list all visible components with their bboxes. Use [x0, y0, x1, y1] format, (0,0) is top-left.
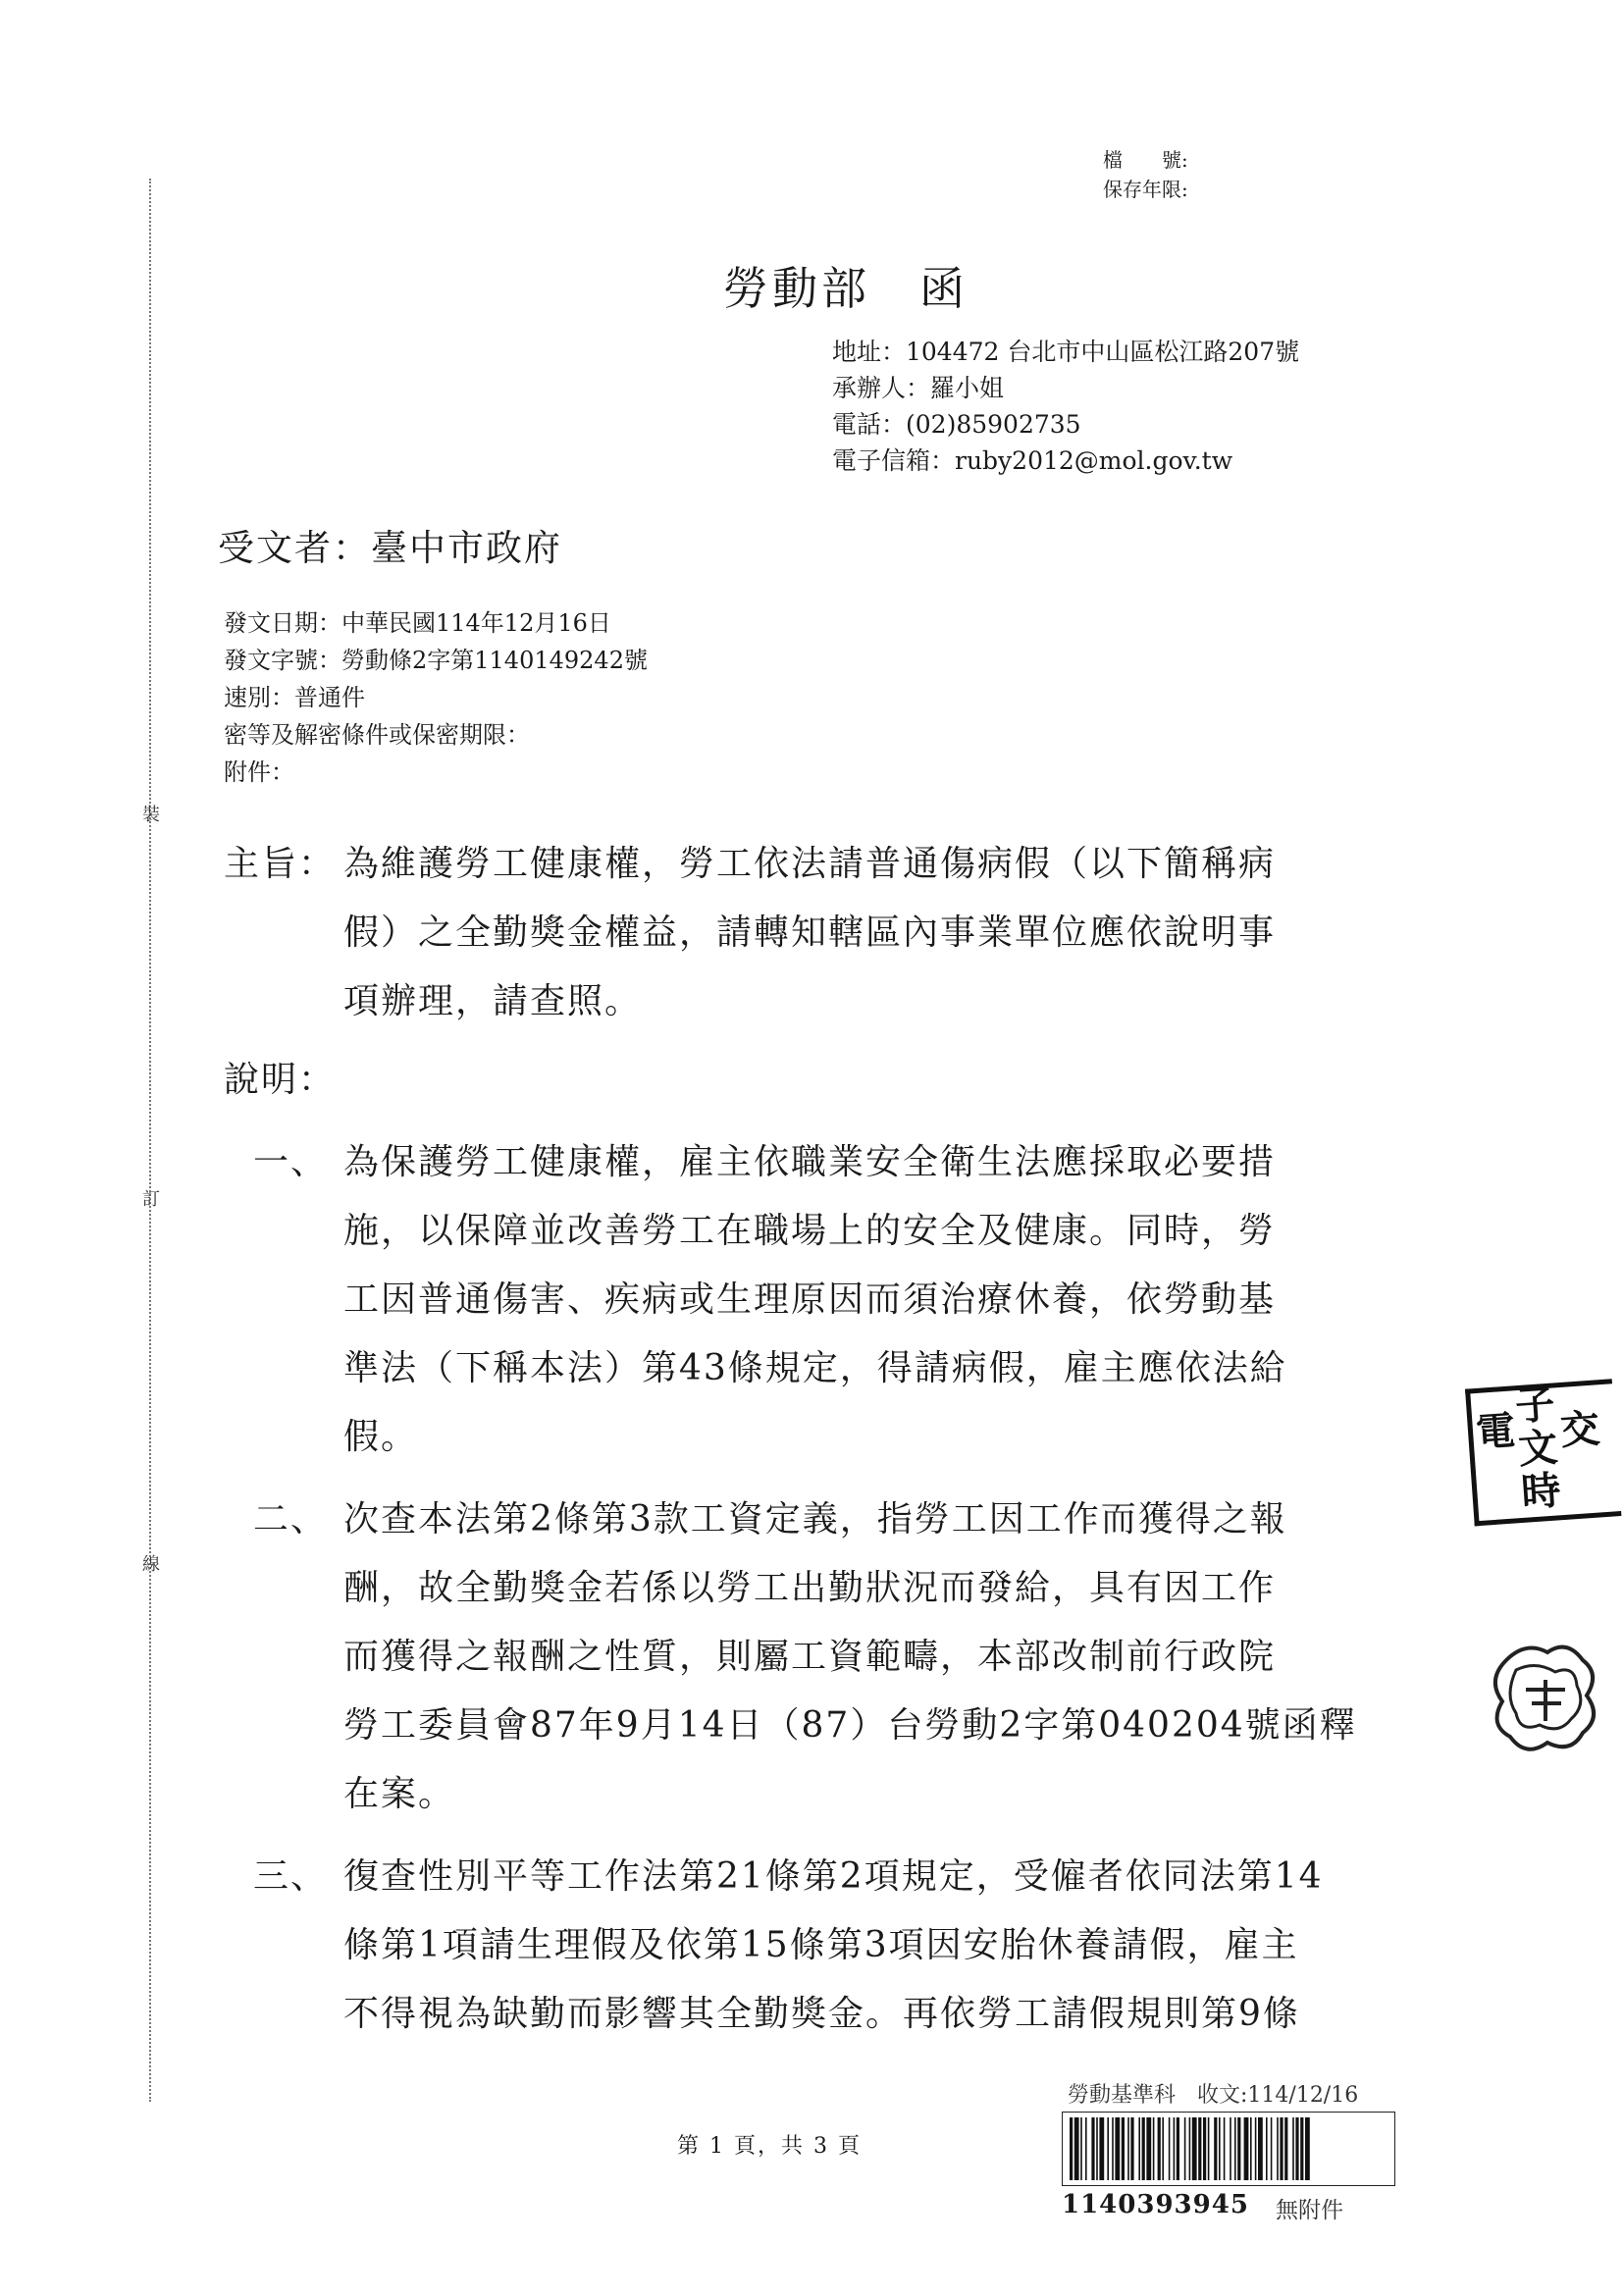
barcode-bar	[1192, 2117, 1197, 2180]
barcode-bar	[1091, 2117, 1094, 2180]
item-line: 在案。	[343, 1774, 456, 1814]
item-line: 為保護勞工健康權，雇主依職業安全衛生法應採取必要措	[343, 1142, 1277, 1182]
barcode-bar	[1234, 2117, 1236, 2180]
barcode-bar	[1292, 2117, 1294, 2180]
stamp-char: 時	[1519, 1467, 1563, 1516]
barcode-bar	[1300, 2117, 1303, 2180]
contact-email: 電子信箱：ruby2012@mol.gov.tw	[832, 446, 1233, 475]
subject-line: 為維護勞工健康權，勞工依法請普通傷病假（以下簡稱病	[343, 844, 1277, 884]
item-number: 三、	[253, 1856, 329, 1897]
barcode-bar	[1271, 2117, 1273, 2180]
file-info	[1103, 145, 1188, 204]
item-line: 施，以保障並改善勞工在職場上的安全及健康。同時，勞	[343, 1211, 1277, 1251]
barcode-bar	[1184, 2117, 1186, 2180]
barcode-bar	[1266, 2117, 1268, 2180]
barcode-bar	[1230, 2117, 1231, 2180]
barcode-bar	[1138, 2117, 1140, 2180]
barcode-bar	[1174, 2117, 1176, 2180]
barcode-bar	[1237, 2117, 1240, 2180]
received-stamp: 勞動基準科 收文:114/12/16	[1068, 2083, 1359, 2108]
barcode-bar	[1277, 2117, 1279, 2180]
barcode-bar	[1085, 2117, 1087, 2180]
barcode-bar	[1122, 2117, 1125, 2180]
description-label: 說明：	[224, 1060, 337, 1100]
barcode-bar	[1099, 2117, 1104, 2180]
barcode-bar	[1255, 2117, 1257, 2180]
barcode-bar	[1214, 2117, 1217, 2180]
stamp-char: 文	[1516, 1424, 1560, 1474]
barcode-bar	[1096, 2117, 1098, 2180]
barcode-bar	[1074, 2117, 1079, 2180]
item-line: 而獲得之報酬之性質，則屬工資範疇，本部改制前行政院	[343, 1637, 1277, 1677]
barcode-bar	[1158, 2117, 1161, 2180]
barcode-bar	[1153, 2117, 1155, 2180]
barcode-bar	[1198, 2117, 1201, 2180]
subject-label: 主旨：	[224, 844, 337, 884]
binding-mark-ding: 訂	[142, 1189, 160, 1210]
barcode-bar	[1280, 2117, 1283, 2180]
item-line: 工因普通傷害、疾病或生理原因而須治療休養，依勞動基	[343, 1279, 1277, 1320]
barcode-bar	[1130, 2117, 1133, 2180]
item-line: 不得視為缺勤而影響其全勤獎金。再依勞工請假規則第9條	[343, 1994, 1300, 2034]
barcode-number: 1140393945	[1062, 2190, 1249, 2219]
barcode-bar	[1219, 2117, 1221, 2180]
barcode-bar	[1127, 2117, 1129, 2180]
item-number: 一、	[253, 1142, 329, 1182]
barcode-bar	[1258, 2117, 1263, 2180]
item-number: 二、	[253, 1499, 329, 1539]
barcode-bar	[1146, 2117, 1151, 2180]
item-line: 條第1項請生理假及依第15條第3項因安胎休養請假，雇主	[343, 1925, 1299, 1965]
attachment: 附件：	[224, 758, 294, 786]
stamp-char: 電	[1474, 1407, 1517, 1457]
item-line: 準法（下稱本法）第43條規定，得請病假，雇主應依法給	[343, 1348, 1287, 1388]
barcode-bar	[1224, 2117, 1226, 2180]
contact-address: 地址：104472 台北市中山區松江路207號	[832, 338, 1300, 366]
barcode-bar	[1142, 2117, 1145, 2180]
recipient: 受文者：臺中市政府	[218, 527, 562, 569]
stamp-char: 交	[1558, 1405, 1601, 1455]
barcode-bar	[1305, 2117, 1310, 2180]
edoc-stamp	[1465, 1379, 1623, 1535]
binding-mark-zhuang: 裝	[142, 805, 160, 825]
barcode-bar	[1115, 2117, 1120, 2180]
barcode-bar	[1244, 2117, 1249, 2180]
binding-line	[149, 179, 151, 2102]
issue-date: 發文日期：中華民國114年12月16日	[224, 609, 611, 637]
file-number: 檔 號:	[1103, 148, 1188, 172]
barcode-bar	[1208, 2117, 1210, 2180]
barcode-icon	[1062, 2112, 1395, 2186]
stamp-char: 子	[1513, 1381, 1556, 1431]
barcode-bar	[1112, 2117, 1114, 2180]
barcode-bar	[1284, 2117, 1287, 2180]
seal-mark-icon	[1477, 1631, 1614, 1768]
barcode-bar	[1203, 2117, 1206, 2180]
barcode-bar	[1080, 2117, 1082, 2180]
barcode-bar	[1250, 2117, 1252, 2180]
item-line: 假。	[343, 1417, 419, 1457]
barcode-bar	[1070, 2117, 1073, 2180]
document-title: 勞動部 函	[723, 262, 969, 315]
speed-class: 速別：普通件	[224, 684, 365, 711]
barcode-bar	[1177, 2117, 1179, 2180]
subject-line: 假）之全勤獎金權益，請轉知轄區內事業單位應依說明事	[343, 913, 1277, 953]
item-line: 勞工委員會87年9月14日（87）台勞動2字第040204號函釋	[343, 1705, 1357, 1746]
no-attachment-label: 無附件	[1276, 2198, 1343, 2223]
contact-handler: 承辦人：羅小姐	[832, 374, 1005, 402]
secrecy-level: 密等及解密條件或保密期限：	[224, 721, 530, 749]
retention-period: 保存年限:	[1103, 178, 1188, 201]
page-number: 第 1 頁，共 3 頁	[677, 2134, 862, 2159]
item-line: 酬，故全勤獎金若係以勞工出勤狀況而發給，具有因工作	[343, 1568, 1277, 1608]
binding-mark-xian: 線	[142, 1554, 160, 1575]
meta-block	[224, 604, 648, 791]
item-line: 次查本法第2條第3款工資定義，指勞工因工作而獲得之報	[343, 1499, 1287, 1539]
contact-phone: 電話：(02)85902735	[832, 410, 1081, 439]
subject-line: 項辦理，請查照。	[343, 981, 643, 1021]
barcode-bar	[1189, 2117, 1191, 2180]
item-line: 復查性別平等工作法第21條第2項規定，受僱者依同法第14	[343, 1856, 1324, 1897]
barcode-bar	[1169, 2117, 1171, 2180]
contact-block	[832, 334, 1299, 479]
barcode-bar	[1295, 2117, 1298, 2180]
barcode-bar	[1107, 2117, 1109, 2180]
document-number: 發文字號：勞動條2字第1140149242號	[224, 647, 648, 674]
barcode-bar	[1162, 2117, 1164, 2180]
